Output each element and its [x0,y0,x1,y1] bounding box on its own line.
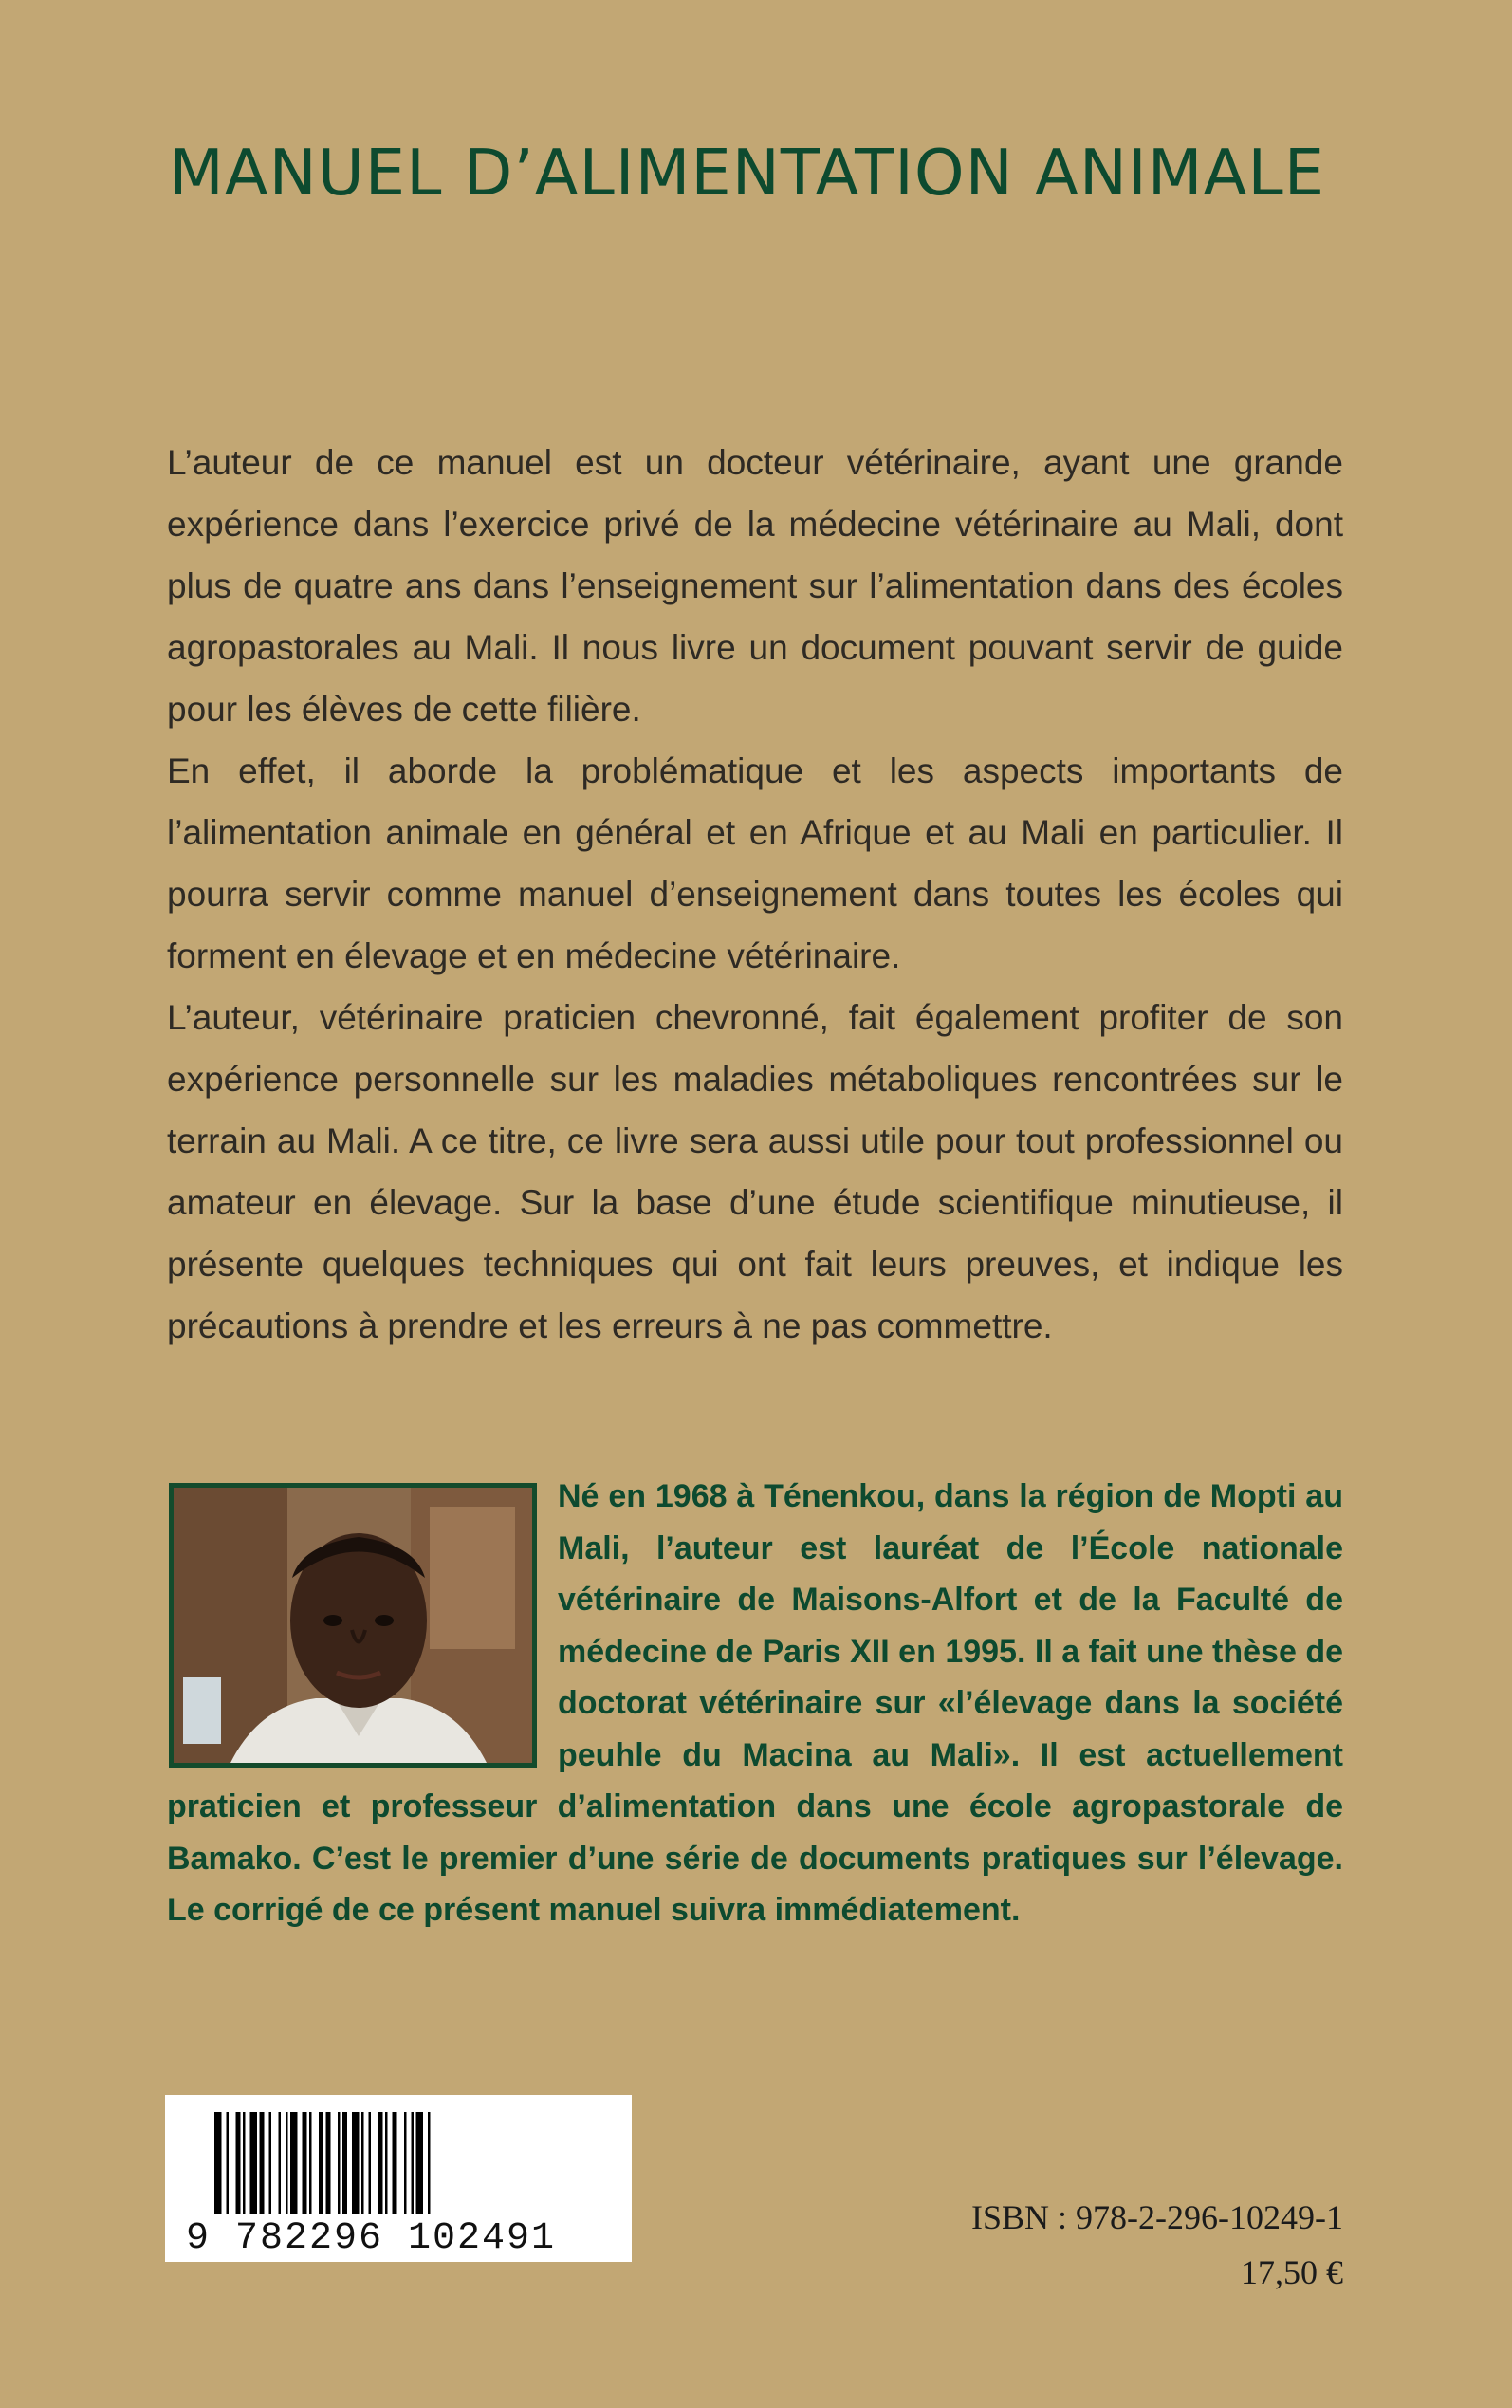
author-photo [169,1483,537,1768]
barcode-number: 9 782296 102491 [186,2217,557,2260]
isbn: ISBN : 978-2-296-10249-1 [971,2198,1343,2236]
book-title: MANUEL D’ALIMENTATION ANIMALE [169,136,1326,210]
book-description [167,432,1343,1357]
description-paragraph-2: En effet, il aborde la problématique et les aspects importants de l’alimentation animale en général et en Afrique et au Mali en particulier. Il pourra servir comme manuel d’enseignement dans toutes les écoles qui forment en élevage et en médecine vétérinaire. [167,751,1343,975]
barcode [165,2095,632,2262]
price: 17,50 € [1241,2253,1343,2291]
description-paragraph-1: L’auteur de ce manuel est un docteur vétérinaire, ayant une grande expérience dans l’exercice privé de la médecine vétérinaire au Mali, dont plus de quatre ans dans l’enseignement sur l’alimentation dans des écoles agropastorales au Mali. Il nous livre un document pouvant servir de guide pour les élèves de cette filière. [167,443,1343,729]
barcode-bars [214,2112,582,2218]
description-paragraph-3: L’auteur, vétérinaire praticien chevronné, fait également profiter de son expérience personnelle sur les maladies métaboliques rencontrées sur le terrain au Mali. A ce titre, ce livre sera aussi utile pour tout professionnel ou amateur en élevage. Sur la base d’une étude scientifique minutieuse, il présente quelques techniques qui ont fait leurs preuves, et indique les précautions à prendre et les erreurs à ne pas commettre. [167,998,1343,1345]
author-portrait-illustration [174,1488,532,1763]
author-bio-text: Né en 1968 à Ténenkou, dans la région de Mopti au Mali, l’auteur est lauréat de l’École nationale vétérinaire de Maisons-Alfort et de la Faculté de médecine de Paris XII en 1995. Il a fait une thèse de doctorat vétérinaire sur «l’élevage dans la société peuhle du Macina au Mali». Il est actuellement praticien et professeur d’alimentation dans une école agropastorale de Bamako. C’est le premier d’une série de documents pratiques sur l’élevage. Le corrigé de ce présent manuel suivra immédiatement. [167,1478,1343,1928]
